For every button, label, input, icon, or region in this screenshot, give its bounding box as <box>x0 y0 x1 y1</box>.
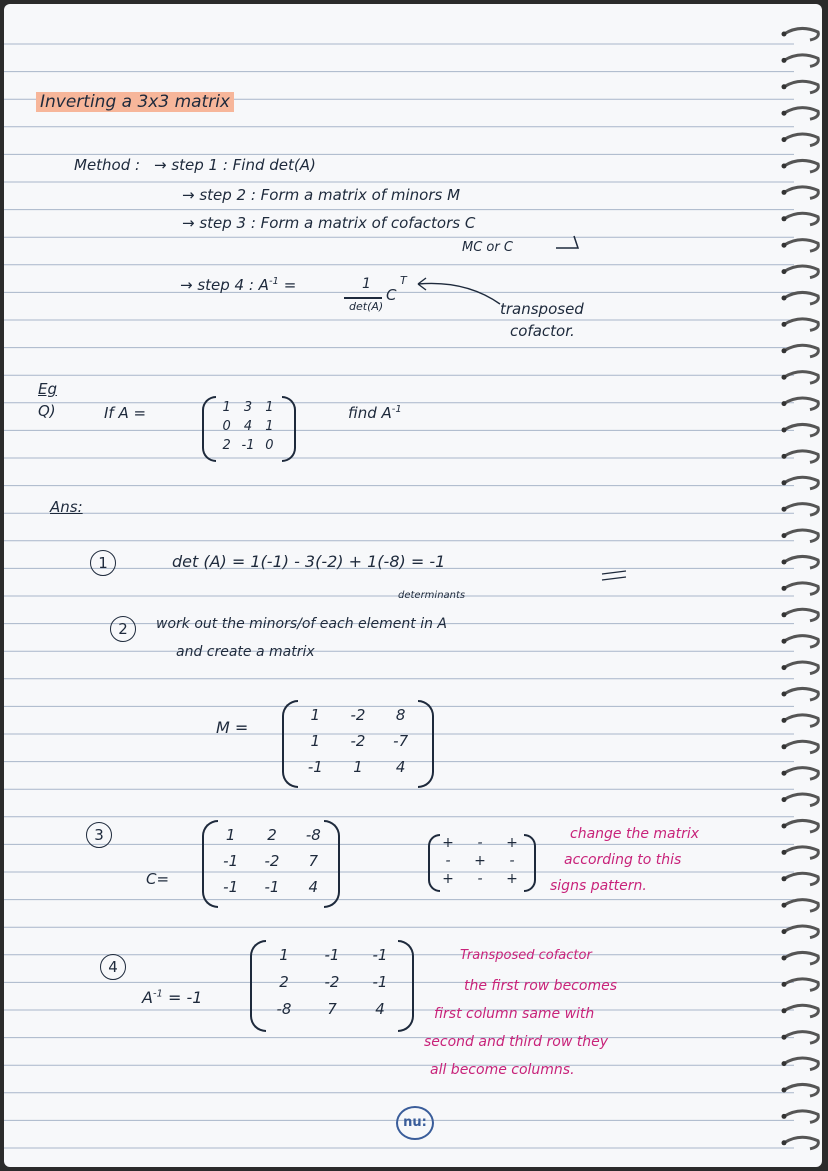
matrix-ainv <box>260 942 404 1023</box>
change-note-1: change the matrix <box>570 826 700 842</box>
matrix-cell: 7 <box>308 852 319 870</box>
method-step-4 <box>180 276 296 294</box>
step4-exponent: -1 <box>268 276 279 287</box>
change-note-3: signs pattern. <box>550 878 647 894</box>
matrix-m <box>294 702 422 780</box>
transposed-note-2: cofactor. <box>510 322 575 340</box>
matrix-cell: -1 <box>223 852 239 870</box>
matrix-cell: -1 <box>241 438 255 453</box>
method-step-3: → step 3 : Form a matrix of cofactors C <box>182 214 476 232</box>
matrix-cell: -2 <box>324 973 340 991</box>
step-1-circle: 1 <box>90 550 116 576</box>
matrix-cell: -1 <box>264 878 280 896</box>
matrix-c-right-paren <box>324 820 340 908</box>
transpose-note-1: Transposed cofactor <box>460 948 592 963</box>
method-step-3-note: MC or C <box>462 240 513 255</box>
find-label: find A <box>348 404 392 422</box>
matrix-cell: -1 <box>223 878 239 896</box>
matrix-cell: 8 <box>395 706 406 724</box>
method-step-2: → step 2 : Form a matrix of minors M <box>182 186 461 204</box>
ainv-equals: = -1 <box>168 988 203 1007</box>
page-title <box>36 92 234 112</box>
matrix-a <box>216 398 280 455</box>
matrix-c <box>210 822 334 900</box>
matrix-cell: 7 <box>327 1000 337 1018</box>
transposed-note-1: transposed <box>500 300 584 318</box>
matrix-a-right-paren <box>282 396 296 462</box>
sign-pattern <box>432 834 528 888</box>
matrix-m-right-paren <box>418 700 434 788</box>
matrix-cell: -2 <box>264 852 280 870</box>
double-underline <box>600 570 630 582</box>
matrix-cell: 0 <box>222 419 231 434</box>
matrix-cell: 1 <box>265 400 274 415</box>
matrix-cell: - <box>445 853 451 869</box>
q-label: Q) <box>38 402 56 420</box>
matrix-cell: 4 <box>308 878 319 896</box>
transpose-note-5: all become columns. <box>430 1062 575 1078</box>
matrix-cell: 4 <box>243 419 253 434</box>
matrix-cell: + <box>442 835 454 851</box>
ainv-exponent: -1 <box>152 988 163 1000</box>
matrix-cell: -1 <box>372 946 388 964</box>
step4-denominator: det(A) <box>349 300 384 313</box>
matrix-ainv-right-paren <box>398 940 414 1032</box>
matrix-cell: - <box>477 835 483 851</box>
step-2-circle: 2 <box>110 616 136 642</box>
if-text: If A = <box>104 404 147 422</box>
matrix-cell: 1 <box>222 400 231 415</box>
arrow-icon <box>552 230 582 256</box>
matrix-cell: + <box>442 871 454 887</box>
matrix-cell: -8 <box>305 826 321 844</box>
curved-arrow-icon <box>406 272 506 312</box>
matrix-cell: - <box>477 871 483 887</box>
matrix-cell: 2 <box>267 826 277 844</box>
method-label: Method : <box>74 156 141 174</box>
matrix-cell: 4 <box>375 1000 385 1018</box>
matrix-cell: 1 <box>225 826 236 844</box>
c-label: C= <box>146 870 170 888</box>
method-step-1: → step 1 : Find det(A) <box>154 156 316 174</box>
matrix-cell: 4 <box>395 758 406 776</box>
matrix-a-left-paren <box>202 396 216 462</box>
matrix-cell: + <box>506 835 518 851</box>
matrix-cell: 1 <box>279 946 289 964</box>
ans-label: Ans: <box>50 498 83 516</box>
matrix-cell: -2 <box>350 706 366 724</box>
matrix-cell: -2 <box>350 732 366 750</box>
matrix-cell: 1 <box>310 706 321 724</box>
matrix-cell: 1 <box>265 419 274 434</box>
matrix-cell: 1 <box>353 758 363 776</box>
step4-prefix: → step 4 : A <box>180 276 269 294</box>
matrix-cell: -1 <box>372 973 388 991</box>
fraction-bar <box>344 297 382 299</box>
notebook-page <box>4 4 822 1167</box>
step-3-circle: 3 <box>86 822 112 848</box>
matrix-cell: + <box>506 871 518 887</box>
matrix-cell: - <box>509 853 515 869</box>
step4-transpose: T <box>400 274 407 287</box>
transpose-note-2: the first row becomes <box>464 978 617 994</box>
step-2-line-1: work out the minors/of each element in A <box>156 616 447 632</box>
ainv-a: A <box>142 988 153 1007</box>
matrix-cell: -1 <box>324 946 340 964</box>
change-note-2: according to this <box>564 852 682 868</box>
det-calculation: det (A) = 1(-1) - 3(-2) + 1(-8) = -1 <box>172 552 446 571</box>
matrix-cell: 2 <box>279 973 289 991</box>
m-label: M = <box>216 718 249 737</box>
matrix-cell: -7 <box>393 732 409 750</box>
matrix-cell: 1 <box>310 732 321 750</box>
step-2-line-2: and create a matrix <box>176 644 315 660</box>
title-highlight: Inverting a 3x3 matrix <box>36 92 234 112</box>
eg-label: Eg <box>38 380 57 398</box>
ainv-label <box>142 988 202 1007</box>
matrix-cell: 3 <box>243 400 253 415</box>
matrix-cell: 2 <box>222 438 231 453</box>
transpose-note-3: first column same with <box>434 1006 595 1022</box>
step4-cofactor: C <box>386 286 397 304</box>
step4-equals: = <box>283 276 297 294</box>
determinants-insert: determinants <box>398 590 466 601</box>
sign-right-paren <box>524 834 536 892</box>
find-text <box>348 404 402 422</box>
matrix-cell: + <box>474 853 486 869</box>
matrix-cell: -8 <box>276 1000 292 1018</box>
find-exponent: -1 <box>391 404 402 415</box>
brand-logo: nu: <box>396 1106 434 1140</box>
transpose-note-4: second and third row they <box>424 1034 608 1050</box>
spiral-binding <box>780 4 822 1167</box>
matrix-cell: -1 <box>307 758 323 776</box>
step4-numerator: 1 <box>362 276 371 292</box>
matrix-cell: 0 <box>265 438 274 453</box>
step-4-circle: 4 <box>100 954 126 980</box>
